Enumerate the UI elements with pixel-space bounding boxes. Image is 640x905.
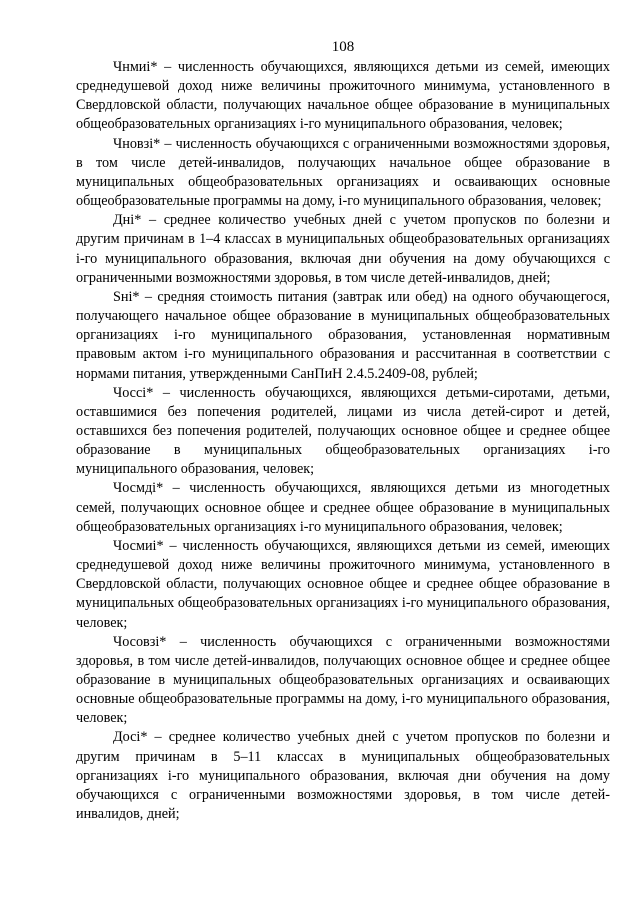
paragraph-choss: Чоссі* – численность обучающихся, являющихся детьми-сиротами, детьми, оставшимися без попечения родителей, лицами из числа детей-сирот и детей, оставшихся без попечения родителей, получающих основное общее и среднее общее образование в муниципальных общеобразовательных организациях і-го муниципального образования, человек; [76,384,610,478]
paragraph-chosmi: Чосмиі* – численность обучающихся, являющихся детьми из семей, имеющих среднедушевой доход ниже величины прожиточного минимума, установленного в Свердловской области, получающих основное общее и среднее общее образование в муниципальных общеобразовательных организациях і-го муниципального образования, человек; [76,537,610,631]
paragraph-chnovz: Чновзі* – численность обучающихся с ограниченными возможностями здоровья, в том числе детей-инвалидов, получающих начальное общее образование в муниципальных общеобразовательных организациях и осваивающих основные общеобразовательные программы на дому, і-го муниципального образования, человек; [76,135,610,210]
document-page [76,38,610,824]
paragraph-sn: Sні* – средняя стоимость питания (завтрак или обед) на одного обучающегося, получающего начальное общее образование в муниципальных общеобразовательных организациях і-го муниципального образования, установленная нормативным правовым актом і-го муниципального образования и рассчитанная в соответствии с нормами питания, утвержденными СанПиН 2.4.5.2409-08, рублей; [76,288,610,382]
paragraph-dn: Дні* – среднее количество учебных дней с учетом пропусков по болезни и другим причинам в 1–4 классах в муниципальных общеобразовательных организациях і-го муниципального образования, включая дни обучения на дому обучающихся с ограниченными возможностями здоровья, в том числе детей-инвалидов, дней; [76,212,610,286]
paragraph-dos: Досі* – среднее количество учебных дней с учетом пропусков по болезни и другим причинам в 5–11 классах в муниципальных общеобразовательных организациях і-го муниципального образования, включая дни обучения на дому обучающихся с ограниченными возможностями здоровья, в том числе детей-инвалидов, дней; [76,729,610,823]
paragraph-chosovz: Чосовзі* – численность обучающихся с ограниченными возможностями здоровья, в том числе детей-инвалидов, получающих основное общее и среднее общее образование в муниципальных общеобразовательных организациях и осваивающих основные общеобразовательные программы на дому, і-го муниципального образования, человек; [76,633,610,727]
page-number: 108 [331,39,355,55]
paragraph-chosmd: Чосмді* – численность обучающихся, являющихся детьми из многодетных семей, получающих основное общее и среднее общее образование в муниципальных общеобразовательных организациях і-го муниципального образования, человек; [76,480,610,535]
paragraph-chnmi: Чнмиі* – численность обучающихся, являющихся детьми из семей, имеющих среднедушевой доход ниже величины прожиточного минимума, установленного в Свердловской области, получающих начальное общее образование в муниципальных общеобразовательных организациях і-го муниципального образования, человек; [76,59,610,133]
